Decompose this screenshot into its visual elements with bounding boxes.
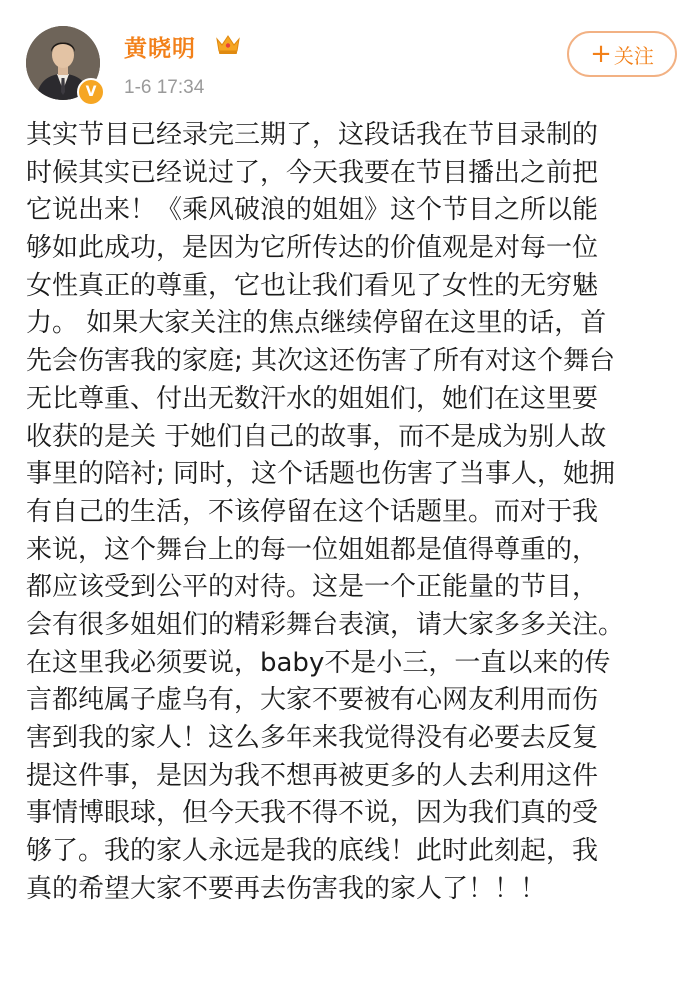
crown-icon	[215, 33, 241, 55]
follow-button-label: 关注	[613, 43, 654, 68]
post-timestamp: 1-6 17:34	[124, 77, 205, 98]
post-text-line: 先会伤害我的家庭; 其次这还伤害了所有对这个舞台	[26, 346, 616, 377]
post-text-line: 事里的陪衬; 同时，这个话题也伤害了当事人，她拥	[26, 459, 616, 490]
post-text-line: 害到我的家人！这么多年来我觉得没有必要去反复	[26, 723, 599, 753]
post-text-line: 言都纯属子虚乌有，大家不要被有心网友利用而伤	[26, 685, 599, 716]
post-text-line: 够如此成功，是因为它所传达的价值观是对每一位	[26, 233, 599, 264]
post-text	[26, 117, 681, 908]
post-text-line: 力。 如果大家关注的焦点继续停留在这里的话，首	[26, 308, 607, 339]
post-text-line: 无比尊重、付出无数汗水的姐姐们，她们在这里要	[26, 383, 599, 414]
post-text-line: 女性真正的尊重，它也让我们看见了女性的无穷魅	[26, 270, 599, 301]
post-text-line: 其实节目已经录完三期了，这段话我在节目录制的	[26, 120, 599, 150]
post-text-line: 提这件事，是因为我不想再被更多的人去利用这件	[26, 760, 599, 791]
post-text-line: 有自己的生活，不该停留在这个话题里。而对于我	[26, 496, 599, 527]
post-text-line: 收获的是关 于她们自己的故事，而不是成为别人故	[26, 421, 607, 452]
post-text-line: 时候其实已经说过了，今天我要在节目播出之前把	[26, 157, 599, 188]
post-text-line: 都应该受到公平的对待。这是一个正能量的节目，	[26, 572, 599, 603]
post-text-line: 事情博眼球，但今天我不得不说，因为我们真的受	[26, 798, 599, 829]
follow-button[interactable]	[567, 31, 677, 77]
post-text-line: 在这里我必须要说，baby不是小三，一直以来的传	[26, 647, 611, 678]
post-text-line: 它说出来！《乘风破浪的姐姐》这个节目之所以能	[26, 195, 599, 226]
post-text-line: 会有很多姐姐们的精彩舞台表演，请大家多多关注。	[26, 609, 625, 640]
post-text-line: 来说，这个舞台上的每一位姐姐都是值得尊重的，	[26, 534, 599, 565]
plus-icon: +	[590, 39, 612, 69]
post-text-line: 真的希望大家不要再去伤害我的家人了！！！	[26, 873, 547, 904]
verified-badge-icon: V	[77, 78, 105, 106]
post-text-line: 够了。我的家人永远是我的底线！此时此刻起，我	[26, 836, 599, 867]
author-name[interactable]: 黄晓明	[124, 36, 196, 62]
post-header	[0, 0, 689, 110]
